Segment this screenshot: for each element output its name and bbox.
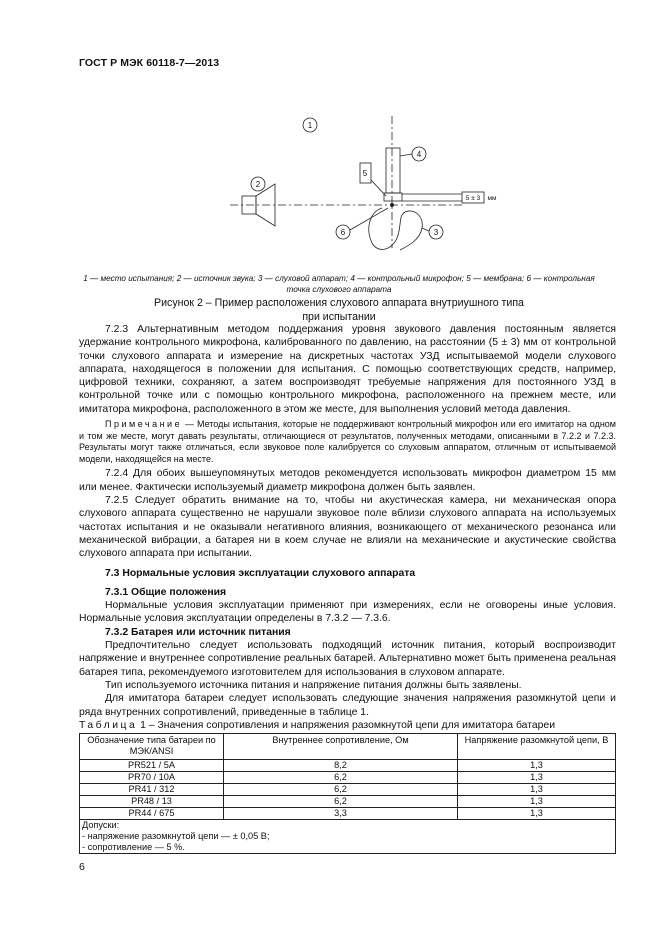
table-caption-label: Таблица: [79, 719, 138, 731]
paragraph-7-3-1: Нормальные условия эксплуатации применяют при измерениях, если не оговорены иные условия. Нормальные условия эксплуатации определены в 7.3.2 — 7.3.6.: [79, 600, 616, 625]
paragraph-7-3-2-c: Для имитатора батареи следует использовать следующие значения напряжения разомкнутой цепи и ряда внутренних сопротивлений, приведенные в таблице 1.: [79, 693, 616, 718]
table-cell: 6,2: [224, 784, 458, 796]
figure-title-line-2: при испытании: [302, 311, 376, 323]
figure-label-2: 2: [255, 180, 261, 189]
table-notes-row: [80, 820, 616, 854]
figure-label-3: 3: [433, 228, 439, 237]
table-note-line: - сопротивление — 5 %.: [82, 842, 185, 853]
figure-title: [79, 296, 599, 324]
figure-legend: 1 — место испытания; 2 — источник звука; 3 — слуховой аппарат; 4 — контрольный микрофон; 5 — мембрана; 6 — контрольная точка слухового аппарата: [83, 274, 595, 294]
figure-title-line-1: Рисунок 2 – Пример расположения слухового аппарата внутриушного типа: [154, 297, 524, 309]
note-text: — Методы испытания, которые не поддерживают контрольный микрофон или его имитатор на одном и том же месте, могут давать результаты, отличающиеся от результатов, полученных методами, описанными в 7.2.2 и 7.2.3. Результаты могут также отличаться, если звуковое поле калибруется со слуховым аппаратом, отличным от испытываемой модели, находящейся на месте.: [79, 419, 616, 464]
note: [79, 419, 616, 465]
body-text: [79, 323, 616, 854]
table-caption-text: 1 – Значения сопротивления и напряжения разомкнутой цепи для имитатора батареи: [137, 719, 556, 731]
paragraph-7-2-5: 7.2.5 Следует обратить внимание на то, чтобы ни акустическая камера, ни механическая опора слухового аппарата существенно не нарушали звуковое поле вблизи слухового аппарата на используемых частотах испытания и не оказывали негативного влияния, возникающего от механического резонанса или механической вибрации, а батарея ни в коем случае не влияли на механические и акустические свойства слухового аппарата при испытании.: [79, 495, 616, 560]
figure-label-1: 1: [307, 121, 313, 130]
table-cell: 1,3: [458, 796, 616, 808]
page-number: 6: [79, 861, 85, 873]
table-cell: 6,2: [224, 772, 458, 784]
paragraph-7-2-3: 7.2.3 Альтернативным методом поддержания уровня звукового давления постоянным является удержание контрольного микрофона, калиброванного по давлению, на расстоянии (5 ± 3) мм от контрольной точки слухового аппарата и измерение на дискретных частотах УЗД испытываемой модели слухового аппарата, находящегося в положении для испытания. С помощью соответствующих средств, например, цифровой техники, сохраняют, а затем воспроизводят требуемые напряжения для постоянного УЗД в контрольной точке или с помощью контрольного микрофона, расположенного на прежнем месте, или имитатора микрофона, расположенного в этом же месте, для выполнения условий метода давления.: [79, 324, 616, 415]
table-note-line: Допуски:: [82, 820, 120, 831]
note-label: Примечание: [105, 419, 183, 430]
table-cell: PR521 / 5A: [80, 760, 224, 772]
document-header: ГОСТ Р МЭК 60118-7—2013: [79, 57, 220, 69]
table-cell: 8,2: [224, 760, 458, 772]
table-header-type: Обозначение типа батареи по МЭК/ANSI: [80, 734, 224, 760]
heading-7-3-1: 7.3.1 Общие положения: [105, 586, 227, 598]
table-row: [80, 760, 616, 772]
figure-dimension-unit: мм: [487, 195, 497, 202]
paragraph-7-3-2-a: Предпочтительно следует использовать подходящий источник питания, который воспроизводит напряжение и внутреннее сопротивление реальных батарей. Альтернативно может быть применена реальная батарея типа, рекомендуемого изготовителем для использования в слуховом аппарате.: [79, 640, 616, 678]
table-cell: 1,3: [458, 772, 616, 784]
figure-label-5: 5: [362, 169, 368, 178]
table-cell: PR70 / 10A: [80, 772, 224, 784]
battery-table: [79, 733, 616, 854]
table-cell: 1,3: [458, 784, 616, 796]
figure-diagram: [200, 108, 500, 268]
table-notes: [80, 820, 616, 854]
heading-7-3-2: 7.3.2 Батарея или источник питания: [105, 626, 291, 638]
table-cell: PR41 / 312: [80, 784, 224, 796]
table-row: [80, 808, 616, 820]
figure-label-6: 6: [340, 228, 346, 237]
table-cell: 6,2: [224, 796, 458, 808]
table-row: [80, 772, 616, 784]
table-cell: PR44 / 675: [80, 808, 224, 820]
table-caption: [79, 719, 616, 732]
table-header-resistance: Внутреннее сопротивление, Ом: [224, 734, 458, 760]
table-cell: 1,3: [458, 760, 616, 772]
figure-dimension-value: 5 ± 3: [465, 195, 481, 202]
table-row: [80, 784, 616, 796]
table-header-voltage: Напряжение разомкнутой цепи, В: [458, 734, 616, 760]
heading-7-3: 7.3 Нормальные условия эксплуатации слухового аппарата: [105, 567, 416, 579]
table-cell: 3,3: [224, 808, 458, 820]
table-header-row: [80, 734, 616, 760]
figure-label-4: 4: [416, 150, 422, 159]
table-row: [80, 796, 616, 808]
table-cell: 1,3: [458, 808, 616, 820]
paragraph-7-2-4: 7.2.4 Для обоих вышеупомянутых методов рекомендуется использовать микрофон диаметром 15 мм или менее. Фактически используемый диаметр микрофона должен быть заявлен.: [79, 468, 616, 493]
table-cell: PR48 / 13: [80, 796, 224, 808]
paragraph-7-3-2-b: Тип используемого источника питания и напряжение питания должны быть заявлены.: [105, 679, 522, 691]
table-note-line: - напряжение разомкнутой цепи — ± 0,05 В;: [82, 831, 270, 842]
